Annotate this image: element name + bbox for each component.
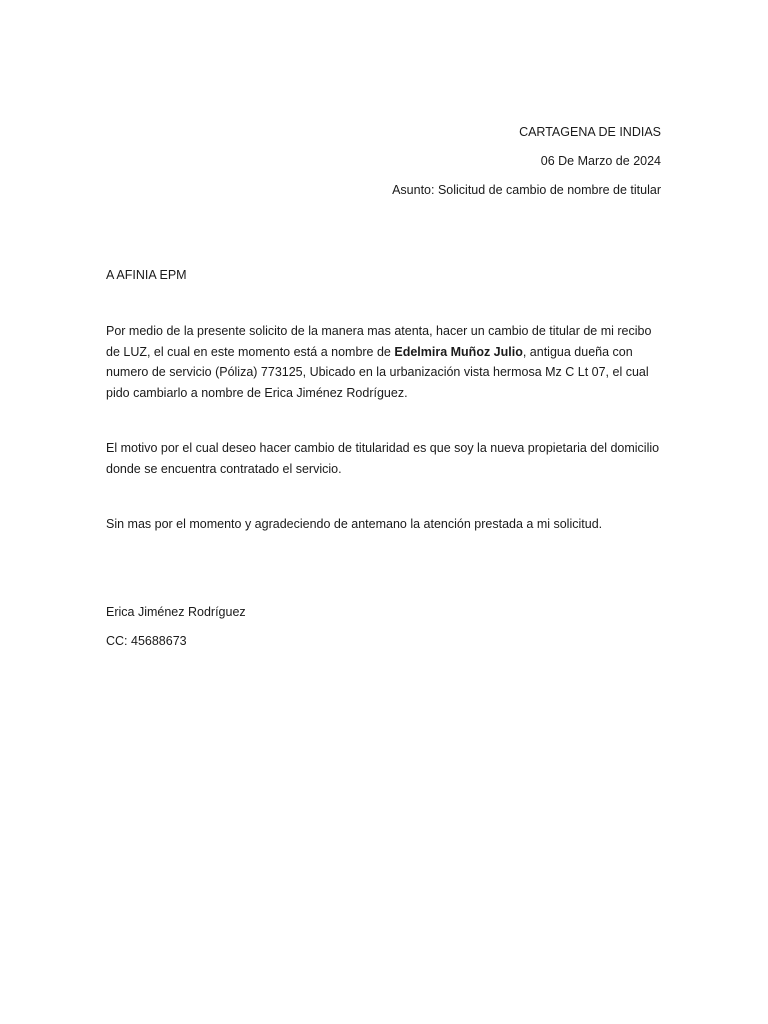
paragraph-1-rest: , antigua dueña con numero de servicio (Póliza) 773125, Ubicado en la urbanización vista hermosa Mz C Lt 07, el cual pido cambiarlo a nombre de Erica Jiménez Rodríguez. bbox=[106, 344, 649, 400]
subject-line: Asunto: Solicitud de cambio de nombre de titular bbox=[392, 183, 661, 197]
letter-header bbox=[392, 123, 661, 210]
date-line: 06 De Marzo de 2024 bbox=[540, 154, 661, 168]
paragraph-1-intro: Por medio de la presente solicito de la manera mas atenta, hacer un cambio de titular de mi recibo de LUZ, el cual en este momento está a nombre de bbox=[106, 324, 652, 359]
signature-name: Erica Jiménez Rodríguez bbox=[106, 605, 246, 619]
recipient-line: A AFINIA EPM bbox=[106, 268, 187, 282]
current-owner-name: Edelmira Muñoz Julio bbox=[394, 344, 523, 359]
city-line: CARTAGENA DE INDIAS bbox=[519, 125, 661, 139]
body-paragraph-2: El motivo por el cual deseo hacer cambio de titularidad es que soy la nueva propietaria del domicilio donde se encuentra contratado el servicio. bbox=[106, 441, 660, 476]
body-paragraph-1 bbox=[106, 321, 666, 403]
body-paragraph-3: Sin mas por el momento y agradeciendo de antemano la atención prestada a mi solicitud. bbox=[106, 517, 603, 531]
signature-id: CC: 45688673 bbox=[106, 634, 187, 648]
